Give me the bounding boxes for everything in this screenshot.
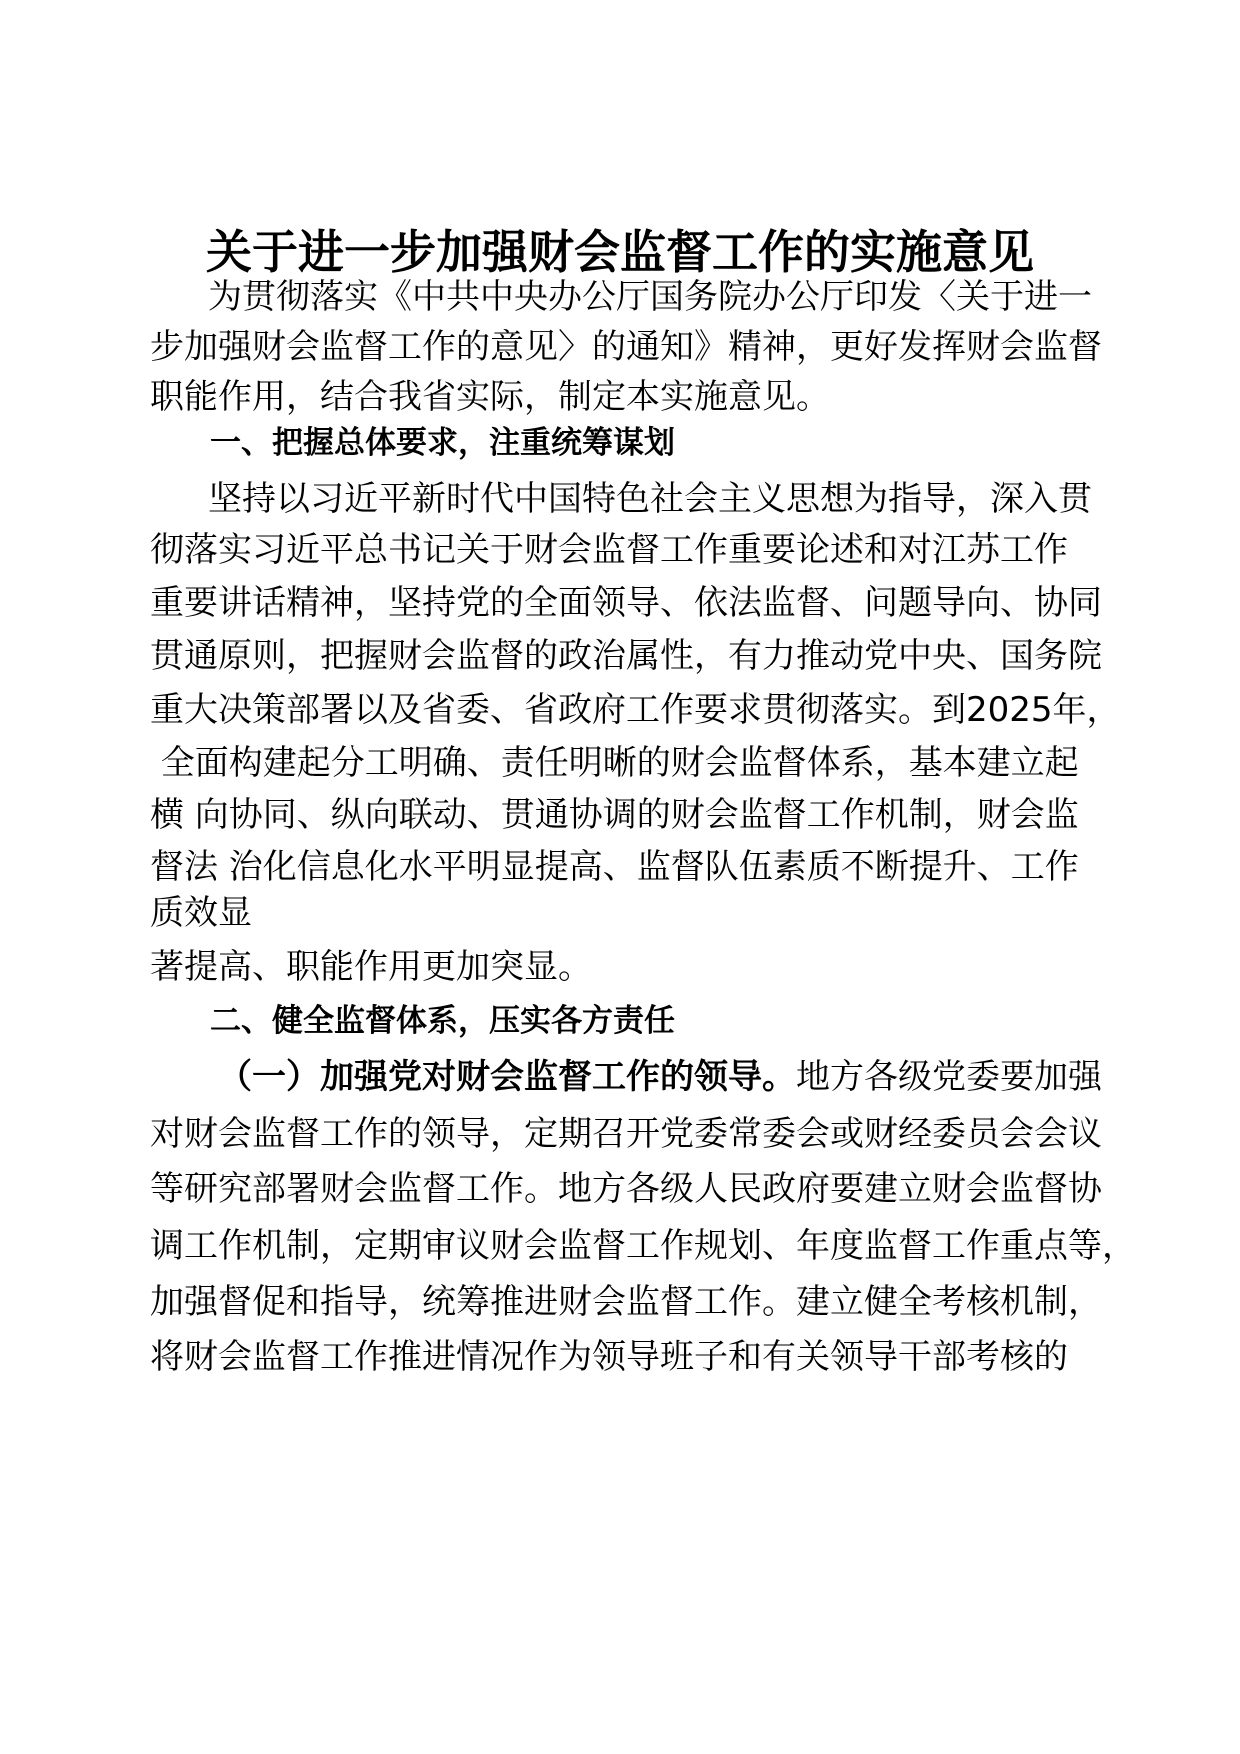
- paragraph-line: 加强督促和指导，统筹推进财会监督工作。建立健全考核机制，: [150, 1282, 1102, 1322]
- paragraph-line: 横 向协同、纵向联动、贯通协调的财会监督工作机制，财会监: [150, 795, 1079, 835]
- section-heading: 一、把握总体要求，注重统筹谋划: [210, 425, 675, 461]
- paragraph-line: 调工作机制，定期审议财会监督工作规划、年度监督工作重点等，: [150, 1226, 1136, 1266]
- document-title: 关于进一步加强财会监督工作的实施意见: [206, 225, 1034, 279]
- paragraph-line: 对财会监督工作的领导，定期召开党委常委会或财经委员会会议: [150, 1114, 1102, 1154]
- paragraph-line: 将财会监督工作推进情况作为领导班子和有关领导干部考核的: [150, 1337, 1068, 1377]
- paragraph-line: 重大决策部署以及省委、省政府工作要求贯彻落实。到2025年，: [150, 690, 1121, 730]
- paragraph-line: 重要讲话精神，坚持党的全面领导、依法监督、问题导向、协同: [150, 583, 1102, 623]
- paragraph-line: 坚持以习近平新时代中国特色社会主义思想为指导，深入贯: [208, 479, 1092, 519]
- paragraph-line: [218, 1052, 1102, 1102]
- paragraph-line: 职能作用，结合我省实际，制定本实施意见。: [150, 377, 830, 417]
- paragraph-line: 为贯彻落实《中共中央办公厅国务院办公厅印发〈关于进一: [208, 277, 1092, 317]
- paragraph-line: 彻落实习近平总书记关于财会监督工作重要论述和对江苏工作: [150, 530, 1068, 570]
- section-heading: 二、健全监督体系，压实各方责任: [210, 1003, 675, 1039]
- paragraph-text: 地方各级党委要加强: [796, 1057, 1102, 1097]
- paragraph-line: 督法 治化信息化水平明显提高、监督队伍素质不断提升、工作: [150, 847, 1079, 887]
- paragraph-line: 著提高、职能作用更加突显。: [150, 947, 592, 987]
- paragraph-line: 等研究部署财会监督工作。地方各级人民政府要建立财会监督协: [150, 1169, 1102, 1209]
- paragraph-line: 贯通原则，把握财会监督的政治属性，有力推动党中央、国务院: [150, 636, 1102, 676]
- paragraph-line: 全面构建起分工明确、责任明晰的财会监督体系，基本建立起: [150, 743, 1079, 783]
- subsection-heading: （一）加强党对财会监督工作的领导。: [218, 1057, 796, 1097]
- paragraph-line: 步加强财会监督工作的意见〉的通知》精神，更好发挥财会监督: [150, 327, 1102, 367]
- paragraph-line: 质效显: [150, 893, 252, 933]
